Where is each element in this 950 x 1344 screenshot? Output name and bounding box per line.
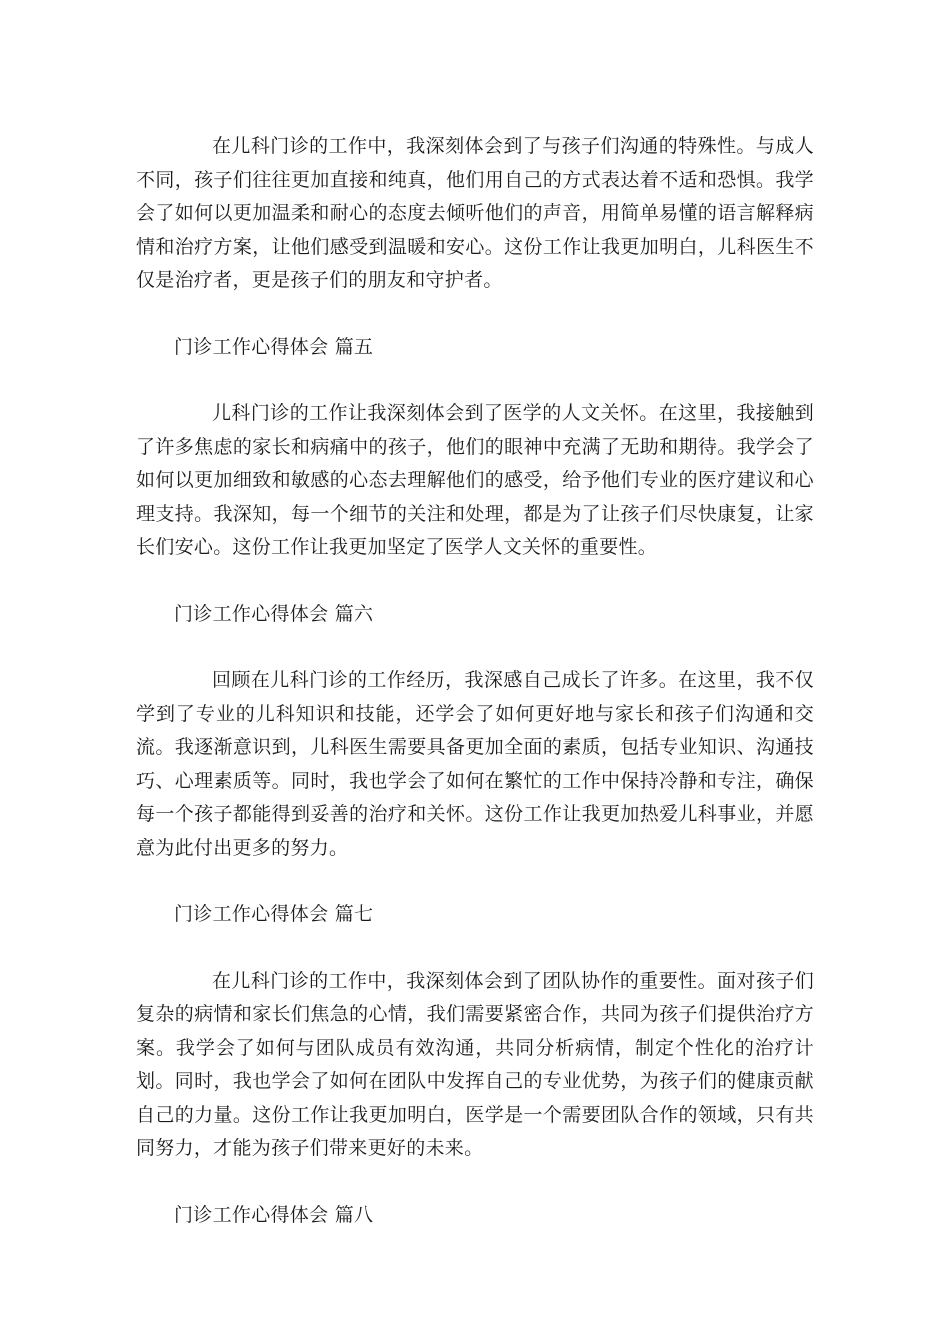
section-heading-5: 门诊工作心得体会 篇五 xyxy=(174,335,374,358)
paragraph-gap xyxy=(136,565,814,598)
paragraph-5: 儿科门诊的工作让我深刻体会到了医学的人文关怀。在这里，我接触到了许多焦虑的家长和病痛中的孩子，他们的眼神中充满了无助和期待。我学会了如何以更加细致和敏感的心态去理解他们的感受，给予他们专业的医疗建议和心理支持。我深知，每一个细节的关注和处理，都是为了让孩子们尽快康复，让家长们安心。这份工作让我更加坚定了医学人文关怀的重要性。 xyxy=(136,402,814,558)
paragraph-gap xyxy=(136,932,814,965)
paragraph-7: 在儿科门诊的工作中，我深刻体会到了团队协作的重要性。面对孩子们复杂的病情和家长们焦急的心情，我们需要紧密合作，共同为孩子们提供治疗方案。我学会了如何与团队成员有效沟通，共同分析病情，制定个性化的治疗计划。同时，我也学会了如何在团队中发挥自己的专业优势，为孩子们的健康贡献自己的力量。这份工作让我更加明白，医学是一个需要团队合作的领域，只有共同努力，才能为孩子们带来更好的未来。 xyxy=(136,969,814,1159)
paragraph-gap xyxy=(136,298,814,331)
paragraph-6: 回顾在儿科门诊的工作经历，我深感自己成长了许多。在这里，我不仅学到了专业的儿科知识和技能，还学会了如何更好地与家长和孩子们沟通和交流。我逐渐意识到，儿科医生需要具备更加全面的素质，包括专业知识、沟通技巧、心理素质等。同时，我也学会了如何在繁忙的工作中保持冷静和专注，确保每一个孩子都能得到妥善的治疗和关怀。这份工作让我更加热爱儿科事业，并愿意为此付出更多的努力。 xyxy=(136,669,814,859)
section-heading-6: 门诊工作心得体会 篇六 xyxy=(174,602,374,625)
paragraph-gap xyxy=(136,1166,814,1199)
paragraph-gap xyxy=(136,364,814,397)
section-heading-8: 门诊工作心得体会 篇八 xyxy=(174,1203,374,1226)
paragraph-1: 在儿科门诊的工作中，我深刻体会到了与孩子们沟通的特殊性。与成人不同，孩子们往往更加直接和纯真，他们用自己的方式表达着不适和恐惧。我学会了如何以更加温柔和耐心的态度去倾听他们的声音，用简单易懂的语言解释病情和治疗方案，让他们感受到温暖和安心。这份工作让我更加明白，儿科医生不仅是治疗者，更是孩子们的朋友和守护者。 xyxy=(136,135,814,291)
section-heading-7: 门诊工作心得体会 篇七 xyxy=(174,903,374,925)
document-body xyxy=(136,130,814,1232)
paragraph-gap xyxy=(136,631,814,664)
paragraph-gap xyxy=(136,865,814,898)
